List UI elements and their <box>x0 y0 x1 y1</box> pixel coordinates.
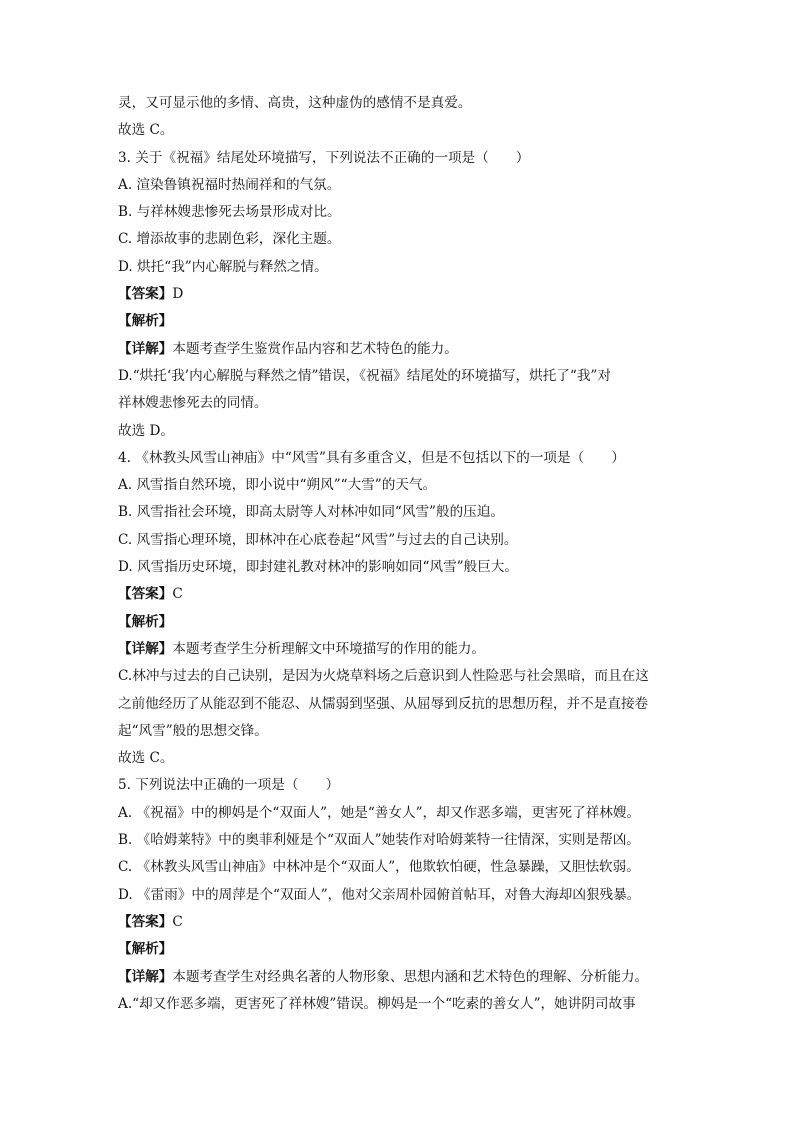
option-d: D. 烘托“我”内心解脱与释然之情。 <box>118 258 328 275</box>
option-a: A. 风雪指自然环境，即小说中“朔风”“大雪”的天气。 <box>118 477 437 494</box>
option-b: B. 《哈姆莱特》中的奥菲利娅是个“双面人”她装作对哈姆莱特一往情深，实则是帮凶。 <box>118 832 640 849</box>
detail-line: 【详解】本题考查学生对经典名著的人物形象、思想内涵和艺术特色的理解、分析能力。 <box>118 968 649 985</box>
option-a: A. 《祝福》中的柳妈是个“双面人”，她是“善女人”，却又作恶多端，更害死了祥林嫂。 <box>118 804 641 821</box>
text-line: 祥林嫂悲惨死去的同情。 <box>118 395 268 412</box>
option-b: B. 风雪指社会环境，即高太尉等人对林冲如同“风雪”般的压迫。 <box>118 504 504 521</box>
question-stem: 4. 《林教头风雪山神庙》中“风雪”具有多重含义，但是不包括以下的一项是（ ） <box>118 449 625 466</box>
option-b: B. 与祥林嫂悲惨死去场景形成对比。 <box>118 204 341 221</box>
question-stem: 5. 下列说法中正确的一项是（ ） <box>118 777 340 794</box>
answer-line: 【答案】C <box>118 586 183 603</box>
option-c: C. 增添故事的悲剧色彩，深化主题。 <box>118 231 341 248</box>
text-line: A.“却又作恶多端，更害死了祥林嫂”错误。柳妈是一个“吃素的善女人”，她讲阴司故事 <box>118 995 636 1012</box>
text-line: 故选 C。 <box>118 750 174 767</box>
text-line: 之前他经历了从能忍到不能忍、从懦弱到坚强、从屈辱到反抗的思想历程，并不是直接卷 <box>118 695 649 712</box>
option-d: D. 《雷雨》中的周萍是个“双面人”，他对父亲周朴园俯首帖耳，对鲁大海却凶狠残暴。 <box>118 886 641 903</box>
analysis-heading: 【解析】 <box>118 613 173 630</box>
text-line: C.林冲与过去的自己诀别，是因为火烧草料场之后意识到人性险恶与社会黑暗，而且在这 <box>118 668 649 685</box>
text-line: 故选 D。 <box>118 422 175 439</box>
option-c: C. 风雪指心理环境，即林冲在心底卷起“风雪”与过去的自己诀别。 <box>118 531 518 548</box>
analysis-heading: 【解析】 <box>118 941 173 958</box>
option-a: A. 渲染鲁镇祝福时热闹祥和的气氛。 <box>118 176 341 193</box>
text-line: 灵，又可显示他的多情、高贵，这种虚伪的感情不是真爱。 <box>118 95 472 111</box>
detail-line: 【详解】本题考查学生鉴赏作品内容和艺术特色的能力。 <box>118 340 458 357</box>
text-line: D.“烘托‘我’内心解脱与释然之情”错误，《祝福》结尾处的环境描写，烘托了“我”对 <box>118 367 611 384</box>
detail-line: 【详解】本题考查学生分析理解文中环境描写的作用的能力。 <box>118 640 486 657</box>
text-line: 故选 C。 <box>118 122 174 139</box>
answer-line: 【答案】C <box>118 913 183 930</box>
text-line: 起“风雪”般的思想交锋。 <box>118 722 268 739</box>
answer-line: 【答案】D <box>118 286 184 303</box>
question-stem: 3. 关于《祝福》结尾处环境描写，下列说法不正确的一项是（ ） <box>118 149 530 166</box>
analysis-heading: 【解析】 <box>118 313 173 330</box>
option-c: C. 《林教头风雪山神庙》中林冲是个“双面人”，他欺软怕硬，性急暴躁，又胆怯软弱。 <box>118 859 640 876</box>
option-d: D. 风雪指历史环境，即封建礼教对林冲的影响如同“风雪”般巨大。 <box>118 559 518 576</box>
document-page <box>118 90 678 1018</box>
